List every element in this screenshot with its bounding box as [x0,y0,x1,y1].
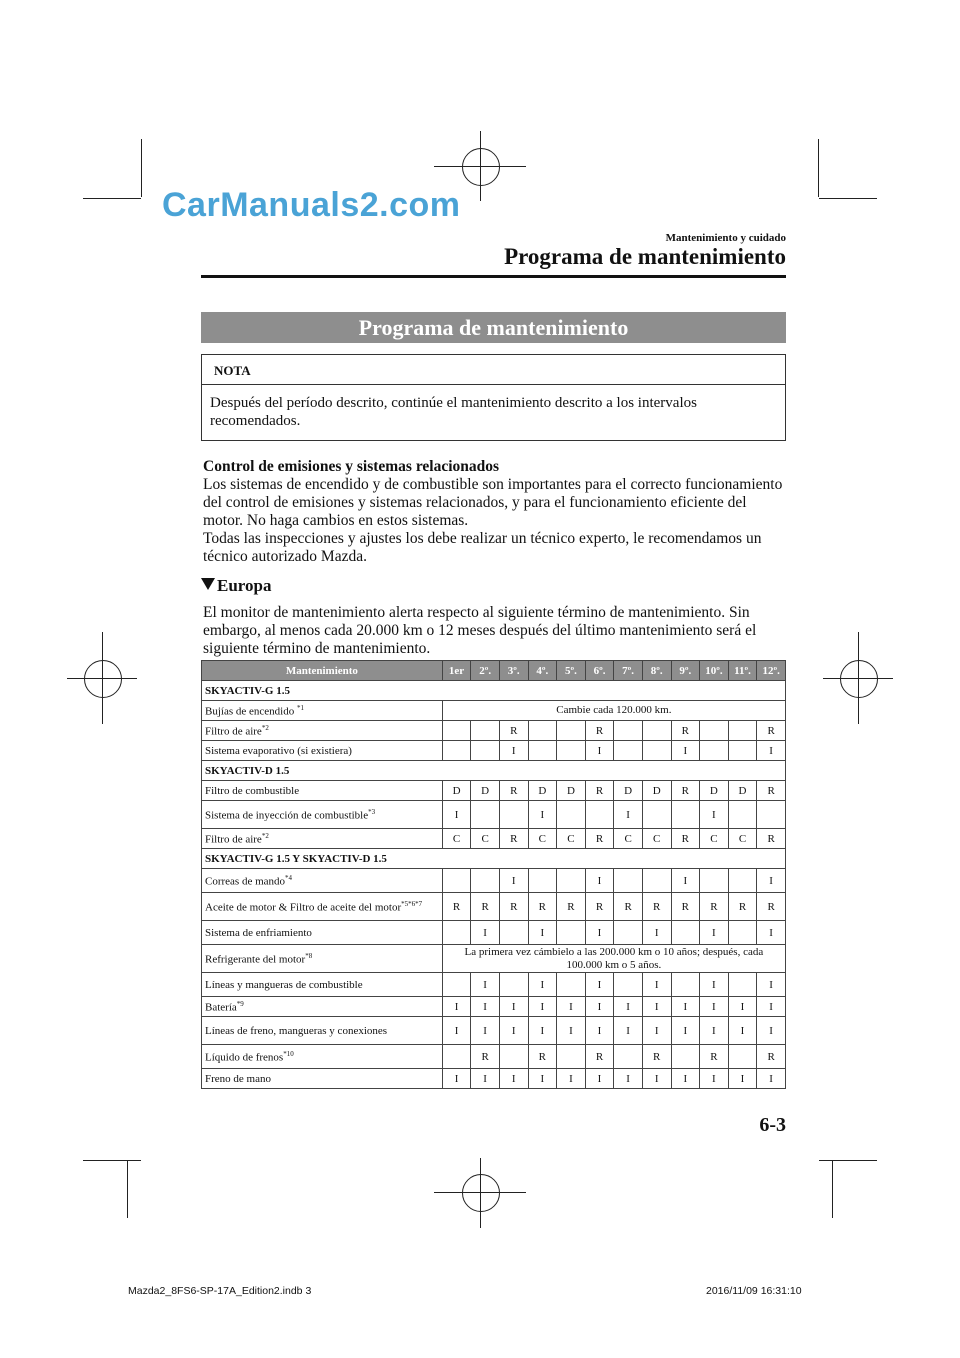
watermark: CarManuals2.com [162,186,461,224]
interval-cell: I [471,921,500,945]
interval-cell [528,721,557,741]
interval-cell: R [671,829,700,849]
table-row [202,997,786,1017]
interval-cell [471,721,500,741]
triangle-icon [201,578,215,590]
interval-cell [642,801,671,829]
row-label-text: Líquido de frenos [205,1051,284,1064]
header-cell-interval: 10º. [700,661,729,681]
section-label: SKYACTIV-G 1.5 Y SKYACTIV-D 1.5 [202,849,786,869]
interval-cell: I [471,1069,500,1089]
interval-cell: D [471,781,500,801]
interval-cell: I [614,1069,643,1089]
interval-cell: D [728,781,757,801]
interval-cell: I [700,1069,729,1089]
table-section-row [202,849,786,869]
interval-cell: I [757,869,786,893]
table-row [202,869,786,893]
interval-cell [614,1045,643,1069]
table-row [202,1017,786,1045]
footnote-ref: *1 [296,703,304,712]
interval-cell: D [442,781,471,801]
interval-cell: R [757,893,786,921]
interval-cell [757,801,786,829]
interval-cell: I [671,869,700,893]
interval-cell: R [671,781,700,801]
interval-cell: I [700,973,729,997]
row-label [202,1045,443,1069]
row-label-text: Freno de mano [205,1072,271,1085]
interval-cell [728,1045,757,1069]
interval-cell [499,973,528,997]
interval-cell [700,869,729,893]
interval-cell: C [700,829,729,849]
span-cell: Cambie cada 120.000 km. [442,701,785,721]
interval-cell: R [585,1045,614,1069]
interval-cell: I [728,997,757,1017]
interval-cell [442,741,471,761]
row-label-text: Sistema de enfriamiento [205,926,312,939]
interval-cell [728,973,757,997]
interval-cell: I [757,973,786,997]
table-row [202,781,786,801]
interval-cell [700,721,729,741]
footnote-ref: *2 [261,831,269,840]
row-label [202,1069,443,1089]
emissions-heading: Control de emisiones y sistemas relacionados [203,458,500,475]
row-label-text: Filtro de aire [205,725,262,738]
interval-cell: R [671,721,700,741]
header-rule [201,275,786,278]
table-row [202,801,786,829]
interval-cell [442,869,471,893]
interval-cell [614,869,643,893]
interval-cell: I [700,1017,729,1045]
interval-cell [642,721,671,741]
table-row [202,721,786,741]
footnote-ref: *9 [236,999,244,1008]
note-header [202,355,785,385]
interval-cell: R [471,893,500,921]
note-box [201,354,786,441]
interval-cell: I [528,997,557,1017]
interval-cell: I [585,1017,614,1045]
interval-cell [585,801,614,829]
interval-cell: R [442,893,471,921]
interval-cell: C [471,829,500,849]
interval-cell: I [614,997,643,1017]
interval-cell [614,921,643,945]
interval-cell: R [499,893,528,921]
row-label [202,1017,443,1045]
header-cell-interval: 2º. [471,661,500,681]
europe-heading [201,576,272,596]
header-cell-interval: 6º. [585,661,614,681]
interval-cell: R [528,1045,557,1069]
interval-cell [671,973,700,997]
row-label-text: Filtro de combustible [205,784,300,797]
row-label [202,741,443,761]
interval-cell: R [614,893,643,921]
interval-cell [728,721,757,741]
table-row [202,701,786,721]
interval-cell: R [728,893,757,921]
row-label-text: Batería [205,1001,237,1014]
interval-cell: C [442,829,471,849]
row-label-text: Bujías de encendido [205,705,297,718]
row-label-text: Sistema evaporativo (si existiera) [205,744,352,757]
row-label [202,869,443,893]
interval-cell: I [671,1017,700,1045]
interval-cell: I [642,921,671,945]
interval-cell: I [442,1017,471,1045]
interval-cell: R [671,893,700,921]
footnote-ref: *5*6*7 [401,899,423,908]
emissions-paragraph-1: Los sistemas de encendido y de combustible son importantes para el correcto funcionamiento del control de emisiones y sistemas relacionados, y para el funcionamiento eficiente del motor. No haga cambios en estos sistemas. [203,476,783,529]
section-label: SKYACTIV-D 1.5 [202,761,786,781]
interval-cell: R [757,781,786,801]
footnote-ref: *4 [285,873,293,882]
row-label [202,997,443,1017]
note-heading: NOTA [214,363,251,378]
interval-cell: I [499,869,528,893]
page-title-banner: Programa de mantenimiento [201,312,786,343]
row-label-text: Aceite de motor & Filtro de aceite del motor [205,901,402,914]
interval-cell [499,1045,528,1069]
interval-cell: R [700,1045,729,1069]
interval-cell [728,869,757,893]
interval-cell: I [557,997,586,1017]
row-label [202,921,443,945]
interval-cell: I [728,1017,757,1045]
interval-cell: R [642,893,671,921]
interval-cell: I [757,741,786,761]
footnote-ref: *2 [261,723,269,732]
interval-cell: I [614,801,643,829]
interval-cell: C [557,829,586,849]
span-cell: La primera vez cámbielo a las 200.000 km o 10 años; después, cada 100.000 km o 5 años. [442,945,785,973]
interval-cell [471,869,500,893]
interval-cell [471,801,500,829]
interval-cell: I [757,921,786,945]
interval-cell: R [471,1045,500,1069]
interval-cell: I [700,921,729,945]
interval-cell [728,801,757,829]
interval-cell: I [499,741,528,761]
interval-cell [499,921,528,945]
header-cell-interval: 9º. [671,661,700,681]
interval-cell: I [642,973,671,997]
header-cell-interval: 11º. [728,661,757,681]
row-label-text: Filtro de aire [205,833,262,846]
interval-cell: I [528,973,557,997]
footer-timestamp: 2016/11/09 16:31:10 [706,1285,802,1297]
row-label-text: Líneas y mangueras de combustible [205,978,363,991]
interval-cell: I [528,1017,557,1045]
interval-cell [728,741,757,761]
row-label-text: Refrigerante del motor [205,953,306,966]
table-row [202,893,786,921]
interval-cell: I [471,997,500,1017]
interval-cell [442,721,471,741]
interval-cell [614,973,643,997]
interval-cell: I [700,997,729,1017]
note-text: Después del período descrito, continúe el mantenimiento descrito a los intervalos recomendados. [210,395,697,429]
table-header-row [202,661,786,681]
interval-cell: D [557,781,586,801]
interval-cell: I [442,1069,471,1089]
emissions-paragraph-2: Todas las inspecciones y ajustes los debe realizar un técnico experto, le recomendamos un técnico autorizado Mazda. [203,530,762,565]
interval-cell [528,741,557,761]
interval-cell [671,921,700,945]
table-row [202,973,786,997]
interval-cell: I [442,997,471,1017]
interval-cell [442,1045,471,1069]
interval-cell: R [499,781,528,801]
interval-cell: I [499,1017,528,1045]
interval-cell: I [700,801,729,829]
row-label [202,893,443,921]
footer-file: Mazda2_8FS6-SP-17A_Edition2.indb 3 [128,1285,312,1297]
interval-cell: R [585,721,614,741]
interval-cell: I [442,801,471,829]
interval-cell: C [728,829,757,849]
row-label [202,945,443,973]
interval-cell: I [585,973,614,997]
table-body [202,681,786,1089]
interval-cell: I [642,1017,671,1045]
interval-cell [557,921,586,945]
header-cell-interval: 3º. [499,661,528,681]
row-label-text: Sistema de inyección de combustible [205,809,369,822]
interval-cell [614,741,643,761]
interval-cell [557,801,586,829]
header-cell-interval: 7º. [614,661,643,681]
interval-cell [700,741,729,761]
section-label: SKYACTIV-G 1.5 [202,681,786,701]
interval-cell: R [499,829,528,849]
interval-cell: I [471,1017,500,1045]
interval-cell: I [671,741,700,761]
interval-cell: I [585,921,614,945]
interval-cell [557,721,586,741]
footnote-ref: *3 [368,807,376,816]
footnote-ref: *10 [283,1049,294,1058]
interval-cell: R [757,829,786,849]
europe-heading-text: Europa [217,576,272,595]
interval-cell: I [499,1069,528,1089]
interval-cell: I [499,997,528,1017]
interval-cell [642,869,671,893]
row-label [202,701,443,721]
interval-cell: I [614,1017,643,1045]
header-cell-maintenance: Mantenimiento [202,661,443,681]
interval-cell: I [528,801,557,829]
row-label [202,781,443,801]
interval-cell [557,973,586,997]
interval-cell: R [585,781,614,801]
interval-cell: R [585,829,614,849]
interval-cell: I [585,869,614,893]
header-cell-interval: 1er [442,661,471,681]
table-section-row [202,761,786,781]
interval-cell: C [614,829,643,849]
europe-text: El monitor de mantenimiento alerta respecto al siguiente término de mantenimiento. Sin embargo, al menos cada 20.000 km o 12 meses después del último mantenimiento será el siguiente término de mantenimiento. [203,604,757,657]
interval-cell: I [757,1069,786,1089]
interval-cell: R [757,721,786,741]
page-number: 6-3 [759,1114,786,1136]
interval-cell [671,801,700,829]
row-label [202,973,443,997]
row-label [202,721,443,741]
table-row [202,945,786,973]
interval-cell: R [642,1045,671,1069]
table-row [202,921,786,945]
interval-cell [557,869,586,893]
interval-cell: C [642,829,671,849]
header-section: Mantenimiento y cuidado [665,232,786,244]
interval-cell [557,741,586,761]
header-title: Programa de mantenimiento [504,244,786,269]
interval-cell [671,1045,700,1069]
interval-cell: I [471,973,500,997]
interval-cell [557,1045,586,1069]
interval-cell [471,741,500,761]
interval-cell: D [700,781,729,801]
interval-cell: I [585,997,614,1017]
interval-cell: I [557,1017,586,1045]
interval-cell: R [557,893,586,921]
interval-cell: R [528,893,557,921]
interval-cell: I [642,997,671,1017]
interval-cell [442,973,471,997]
interval-cell [614,721,643,741]
interval-cell: D [642,781,671,801]
interval-cell [528,869,557,893]
footnote-ref: *8 [305,951,313,960]
interval-cell: I [642,1069,671,1089]
row-label-text: Correas de mando [205,875,286,888]
table-row [202,1045,786,1069]
interval-cell: C [528,829,557,849]
interval-cell: I [671,1069,700,1089]
table-row [202,741,786,761]
table-row [202,1069,786,1089]
interval-cell: I [757,997,786,1017]
interval-cell: R [700,893,729,921]
maintenance-table [201,660,786,1089]
interval-cell: I [728,1069,757,1089]
interval-cell: I [528,1069,557,1089]
row-label [202,829,443,849]
interval-cell [642,741,671,761]
table-row [202,829,786,849]
interval-cell: R [757,1045,786,1069]
row-label [202,801,443,829]
row-label-text: Líneas de freno, mangueras y conexiones [205,1024,388,1037]
interval-cell: I [757,1017,786,1045]
table-section-row [202,681,786,701]
header-cell-interval: 8º. [642,661,671,681]
header-cell-interval: 4º. [528,661,557,681]
interval-cell: I [528,921,557,945]
interval-cell: I [557,1069,586,1089]
interval-cell: D [614,781,643,801]
interval-cell [728,921,757,945]
interval-cell: D [528,781,557,801]
interval-cell [442,921,471,945]
interval-cell: R [585,893,614,921]
interval-cell [499,801,528,829]
header-cell-interval: 12º. [757,661,786,681]
interval-cell: I [585,741,614,761]
interval-cell: I [671,997,700,1017]
header-cell-interval: 5º. [557,661,586,681]
interval-cell: R [499,721,528,741]
interval-cell: I [585,1069,614,1089]
